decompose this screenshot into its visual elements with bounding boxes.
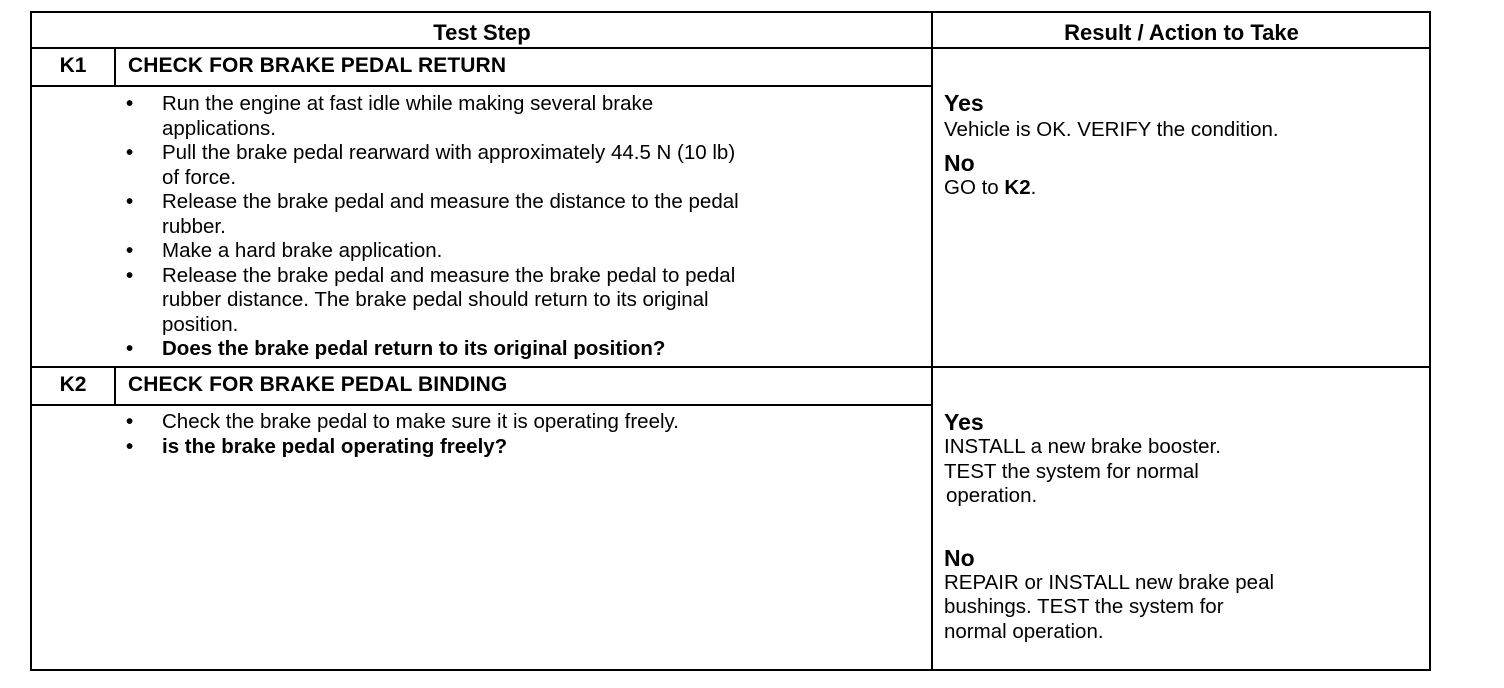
step-id-k2: K2	[59, 373, 87, 396]
list-item: • Run the engine at fast idle while making several brake applications.	[126, 92, 654, 140]
header-divider	[32, 47, 1431, 49]
answer-yes-action: Vehicle is OK. VERIFY the condition.	[944, 117, 1279, 141]
answer-yes-action-line: INSTALL a new brake booster.	[944, 435, 1221, 458]
answer-yes-label: Yes	[944, 409, 984, 435]
row-divider	[32, 366, 1431, 368]
answer-no-label: No	[944, 544, 975, 571]
answer-no-action-line: normal operation.	[944, 619, 1104, 643]
step-title-k2: CHECK FOR BRAKE PEDAL BINDING	[128, 373, 508, 396]
answer-no-action: GO to K2.	[944, 176, 1037, 199]
step-title-k1: CHECK FOR BRAKE PEDAL RETURN	[128, 54, 507, 77]
list-item: • Release the brake pedal and measure the brake pedal to pedal rubber distance. The brake pedal should return to its original position.	[126, 263, 736, 336]
step-k1-instructions	[126, 92, 926, 362]
answer-no-label: No	[944, 150, 975, 176]
bullet-icon: •	[126, 239, 134, 262]
bullet-icon: •	[126, 337, 134, 360]
bullet-icon: •	[126, 410, 134, 433]
list-item: • Does the brake pedal return to its original position?	[126, 337, 666, 360]
k2-title-divider	[32, 404, 931, 406]
result-k1	[944, 90, 1414, 201]
result-k2	[944, 409, 1414, 644]
answer-yes-action-line: operation.	[946, 484, 1038, 507]
bullet-icon: •	[126, 263, 134, 287]
list-item: • Release the brake pedal and measure the distance to the pedal rubber.	[126, 190, 739, 238]
bullet-icon: •	[126, 190, 134, 213]
answer-yes-action-line: TEST the system for normal	[944, 459, 1199, 483]
step-id-k1: K1	[59, 54, 87, 77]
diagnostic-table	[30, 11, 1431, 671]
list-item: • is the brake pedal operating freely?	[126, 434, 508, 458]
list-item: • Make a hard brake application.	[126, 239, 443, 262]
header-test-step: Test Step	[433, 20, 531, 45]
k1-title-divider	[32, 85, 931, 87]
answer-no-action-line: bushings. TEST the system for	[944, 595, 1224, 618]
id-column-divider-k2	[114, 366, 116, 404]
bullet-icon: •	[126, 434, 134, 458]
answer-no-action-line: REPAIR or INSTALL new brake peal	[944, 570, 1275, 594]
bullet-icon: •	[126, 92, 134, 115]
header-result-action: Result / Action to Take	[1064, 20, 1299, 45]
column-divider	[931, 13, 933, 669]
step-k2-instructions	[126, 410, 926, 459]
step-reference-k2: K2	[1004, 176, 1031, 199]
answer-yes-label: Yes	[944, 90, 984, 116]
bullet-icon: •	[126, 141, 134, 164]
list-item: • Check the brake pedal to make sure it is operating freely.	[126, 410, 679, 433]
list-item: • Pull the brake pedal rearward with approximately 44.5 N (10 lb) of force.	[126, 141, 736, 189]
id-column-divider-k1	[114, 47, 116, 85]
